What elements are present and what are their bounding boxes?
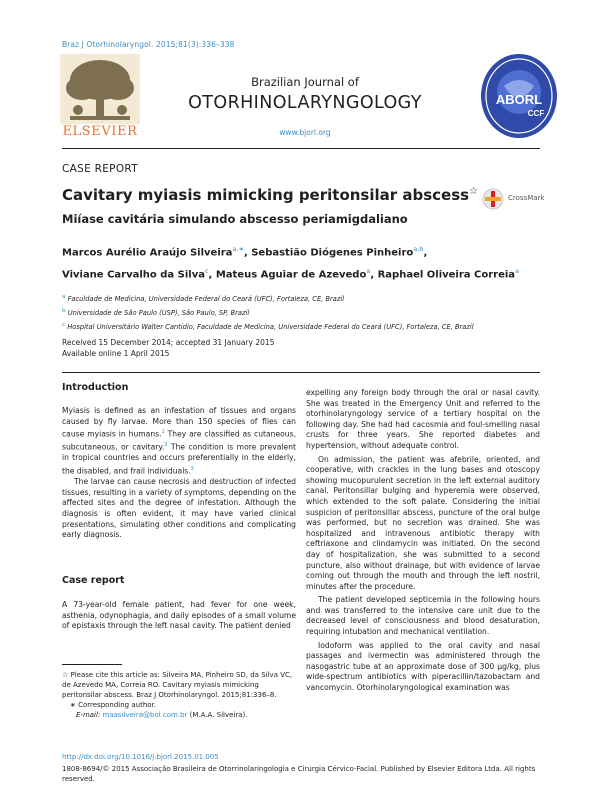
author-affil-sup[interactable]: a,b: [413, 245, 424, 253]
footnote-rule: [62, 664, 122, 665]
aborl-logo-text: ABORL: [495, 92, 543, 107]
citation-footnote: ☆ Please cite this article as: Silveira MA, Pinheiro SD, da Silva VC, de Azevedo MA, Correia RO. Cavitary myiasis mimicking peritonsilar abscess. Braz J Otorhinolaryngol. 2015;81:336–8.: [62, 671, 293, 699]
article-dates: [62, 337, 274, 359]
aborl-society-logo: [478, 52, 560, 140]
email-suffix: (M.A.A. Silveira).: [187, 711, 248, 719]
affiliation-sup: c: [62, 322, 66, 329]
author-affil-sup[interactable]: a,∗: [232, 245, 244, 253]
affiliation-sup: a: [62, 294, 66, 300]
elsevier-wordmark: ELSEVIER: [62, 124, 138, 139]
header-rule: [62, 148, 540, 149]
journal-url-link[interactable]: www.bjorl.org: [279, 128, 331, 137]
affiliation-text: Hospital Universitário Walter Cantídio, Faculdade de Medicina, Universidade Federal do Ceará (UFC), Fortaleza, CE, Brazil: [67, 323, 474, 332]
case-report-continued: [306, 388, 540, 694]
article-subtitle: Miíase cavitária simulando abscesso periamigdaliano: [62, 212, 408, 226]
case-paragraph-3: On admission, the patient was afebrile, oriented, and cooperative, with crackles in the lung bases and otoscopy showing mucopurulent secretion in the left external auditory canal. Peritonsillar bulging and hyperemia were observed, which extended to the soft palate. Considering the initial suspicion of peritonsillar abscess, puncture of the oral bulge was performed, but no secretion was drained. She was hospitalized and intravenous antibiotic therapy with ceftriaxone and clindamycin was initiated. On the second day of hospitalization, she was submitted to a second puncture, also without drainage, but with evidence of larvae coming out through the mouth and through the left nostril, minutes after the procedure.: [306, 454, 540, 591]
reference-link[interactable]: 1: [161, 429, 165, 436]
author-line-2: [62, 262, 542, 284]
aborl-logo-subtext: CCF: [527, 109, 545, 118]
author-affil-sup[interactable]: c: [204, 267, 209, 276]
affiliation-item: [62, 305, 542, 319]
online-date: Available online 1 April 2015: [62, 349, 170, 358]
case-report-text: [62, 600, 296, 632]
case-paragraph-2: expelling any foreign body through the oral or nasal cavity. She was treated in the Emergency Unit and referred to the otorhinolaryngology service of a tertiary hospital on the following day. She had had cacosmia and foul-smelling nasal crusts for three years. She reported diabetes and hypertension, without adequate control.: [306, 388, 540, 450]
case-report-heading: Case report: [62, 575, 125, 586]
author-affil-sup[interactable]: a: [366, 267, 371, 276]
email-label: E-mail:: [76, 711, 103, 719]
case-paragraph-4: The patient developed septicemia in the following hours and was transferred to the intensive care unit due to the decreased level of consciousness and blood desaturation, requiring intubation and mechanical ventilation.: [306, 595, 540, 637]
reference-link[interactable]: 3: [190, 466, 194, 473]
author-name[interactable]: , Mateus Aguiar de Azevedo: [208, 269, 367, 281]
journal-name-large: OTORHINOLARYNGOLOGY: [188, 93, 422, 113]
received-date: Received 15 December 2014; accepted 31 January 2015: [62, 338, 275, 347]
author-name[interactable]: Viviane Carvalho da Silva: [62, 269, 205, 281]
affiliation-text: Universidade de São Paulo (USP), São Paulo, SP, Brazil: [67, 309, 250, 318]
article-title-text: Cavitary myiasis mimicking peritonsilar abscess: [62, 186, 470, 204]
affiliation-text: Faculdade de Medicina, Universidade Federal do Ceará (UFC), Fortaleza, CE, Brazil: [67, 295, 345, 304]
affiliation-item: [62, 319, 542, 333]
email-note: [62, 710, 296, 720]
author-list: [62, 240, 542, 285]
doi-link[interactable]: http://dx.doi.org/10.1016/j.bjorl.2015.01.005: [62, 753, 219, 761]
affiliation-item: [62, 291, 542, 305]
journal-citation[interactable]: Braz J Otorhinolaryngol. 2015;81(3):336–338: [62, 40, 235, 49]
footnotes: [62, 670, 296, 720]
author-separator: ,: [423, 247, 428, 259]
email-link[interactable]: maasilveira@bol.com.br: [102, 711, 188, 719]
intro-paragraph-1: [62, 406, 296, 477]
crossmark-badge[interactable]: [482, 184, 545, 214]
reference-link[interactable]: 2: [164, 442, 168, 449]
text-run: They are classified as cutaneous, subcutaneous, or cavitary.: [62, 429, 296, 452]
affiliation-list: [62, 291, 542, 334]
article-type-label: CASE REPORT: [62, 163, 138, 175]
corresponding-author-note: ∗ Corresponding author.: [70, 701, 156, 709]
crossmark-icon: [482, 188, 504, 210]
article-title: [62, 186, 478, 204]
title-footnote-mark[interactable]: ☆: [469, 186, 479, 197]
case-paragraph-5: Iodoform was applied to the oral cavity and nasal passages and ivermectin was administered through the nasogastric tube at an approximate dose of 300 μg/kg, plus wide-spectrum antibiotics with piperacillin/tazobactam and vancomycin. Otorhinolaryngological examination was: [306, 640, 540, 693]
author-name[interactable]: , Sebastião Diógenes Pinheiro: [243, 247, 414, 259]
author-name[interactable]: Marcos Aurélio Araújo Silveira: [62, 247, 233, 259]
copyright-notice: 1808-8694/© 2015 Associação Brasileira de Otorrinolaringologia e Cirurgia Cérvico-Facial. Published by Elsevier Editora Ltda. All rights reserved.: [62, 765, 536, 783]
body-rule: [62, 372, 540, 373]
crossmark-label: CrossMark: [508, 194, 545, 202]
case-paragraph-1: A 73-year-old female patient, had fever for one week, asthenia, odynophagia, and daily episodes of a small volume of epistaxis through the left nasal cavity. The patient denied: [62, 600, 296, 631]
affiliation-sup: b: [62, 308, 66, 315]
text-run: The condition is more prevalent in tropical countries and occurs preferentially in the elderly, the disabled, and frail individuals.: [62, 442, 296, 476]
journal-name-small: Brazilian Journal of: [251, 75, 359, 89]
intro-heading: Introduction: [62, 382, 129, 393]
author-affil-sup[interactable]: a: [515, 267, 520, 276]
text-run: Myiasis is defined as an infestation of tissues and organs caused by fly larvae. More than 150 species of flies can cause myiasis in humans.: [62, 406, 296, 439]
author-line-1: [62, 240, 542, 262]
intro-paragraph-2: The larvae can cause necrosis and destruction of infected tissues, resulting in a variety of symptoms, depending on the affected sites and the degree of infestation. Although the diagnosis is often evident, it may have varied clinical presentations, simulating other conditions and complicating early diagnosis.: [62, 477, 296, 540]
author-name[interactable]: , Raphael Oliveira Correia: [370, 269, 516, 281]
intro-text: [62, 406, 296, 541]
